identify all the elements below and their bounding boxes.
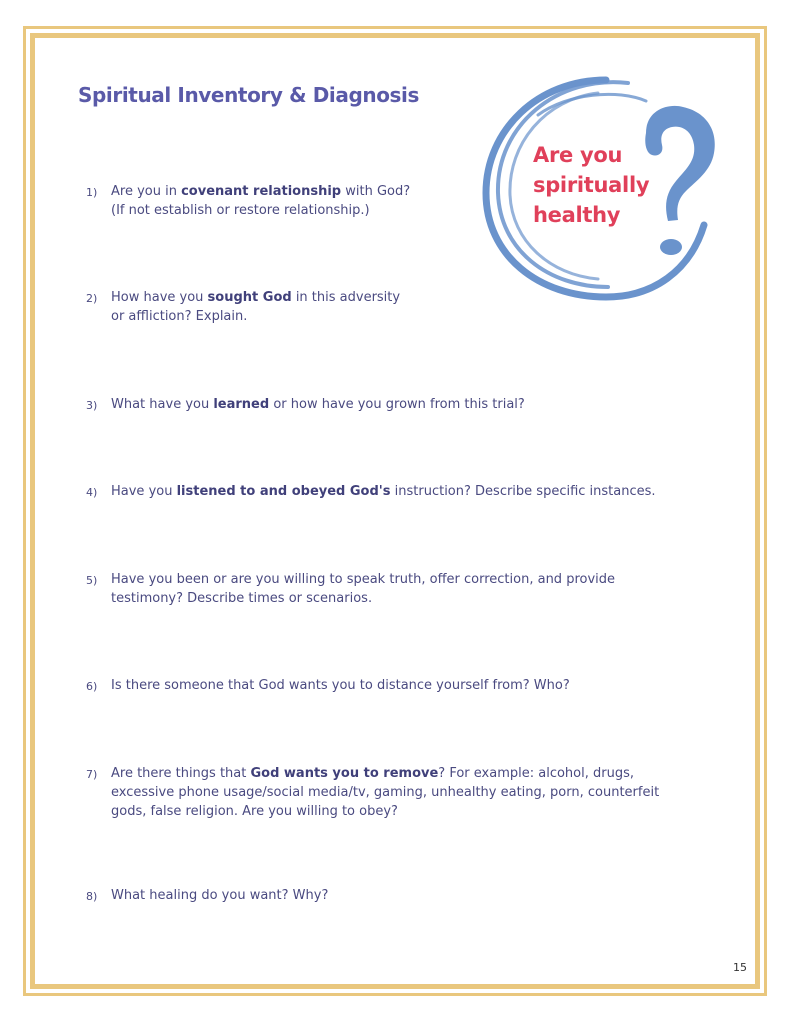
page-title: Spiritual Inventory & Diagnosis	[78, 83, 420, 107]
question-number: 4)	[86, 486, 98, 499]
question-text: Have you been or are you willing to speak truth, offer correction, and provide	[111, 572, 616, 587]
question-emphasis: God wants you to remove	[250, 766, 439, 781]
question-number: 1)	[86, 186, 98, 199]
badge-line-3: healthy	[533, 203, 621, 227]
question-8	[86, 886, 706, 905]
badge-line-1: Are you	[533, 143, 623, 167]
question-number: 8)	[86, 890, 98, 903]
question-text: How have you	[111, 290, 208, 305]
question-text: Have you	[111, 484, 177, 499]
question-text: (If not establish or restore relationship.)	[111, 203, 370, 218]
question-text: in this adversity	[291, 290, 401, 305]
question-text: Is there someone that God wants you to distance yourself from? Who?	[111, 678, 570, 693]
question-number: 5)	[86, 574, 98, 587]
question-emphasis: covenant relationship	[181, 184, 342, 199]
question-text: gods, false religion. Are you willing to obey?	[111, 804, 398, 819]
question-text: instruction? Describe specific instances.	[390, 484, 656, 499]
question-emphasis: sought God	[207, 290, 292, 305]
question-text: excessive phone usage/social media/tv, gaming, unhealthy eating, porn, counterfeit	[111, 785, 660, 800]
question-text: with God?	[341, 184, 411, 199]
question-1	[86, 182, 706, 220]
question-text: Are there things that	[111, 766, 251, 781]
question-text: or affliction? Explain.	[111, 309, 248, 324]
question-2	[86, 288, 706, 326]
badge-line-2: spiritually	[533, 173, 650, 197]
question-number: 3)	[86, 399, 98, 412]
question-6	[86, 676, 706, 695]
question-text: What healing do you want? Why?	[111, 888, 329, 903]
question-5	[86, 570, 706, 608]
question-text: ? For example: alcohol, drugs,	[438, 766, 634, 781]
question-number: 2)	[86, 292, 98, 305]
question-4	[86, 482, 706, 501]
question-3	[86, 395, 706, 414]
question-emphasis: listened to and obeyed God's	[176, 484, 391, 499]
question-emphasis: learned	[213, 397, 270, 412]
question-number: 7)	[86, 768, 98, 781]
question-text: What have you	[111, 397, 214, 412]
question-text: or how have you grown from this trial?	[269, 397, 525, 412]
question-text: Are you in	[111, 184, 182, 199]
question-text: testimony? Describe times or scenarios.	[111, 591, 373, 606]
question-number: 6)	[86, 680, 98, 693]
question-7	[86, 764, 706, 821]
page-number: 15	[733, 961, 747, 974]
